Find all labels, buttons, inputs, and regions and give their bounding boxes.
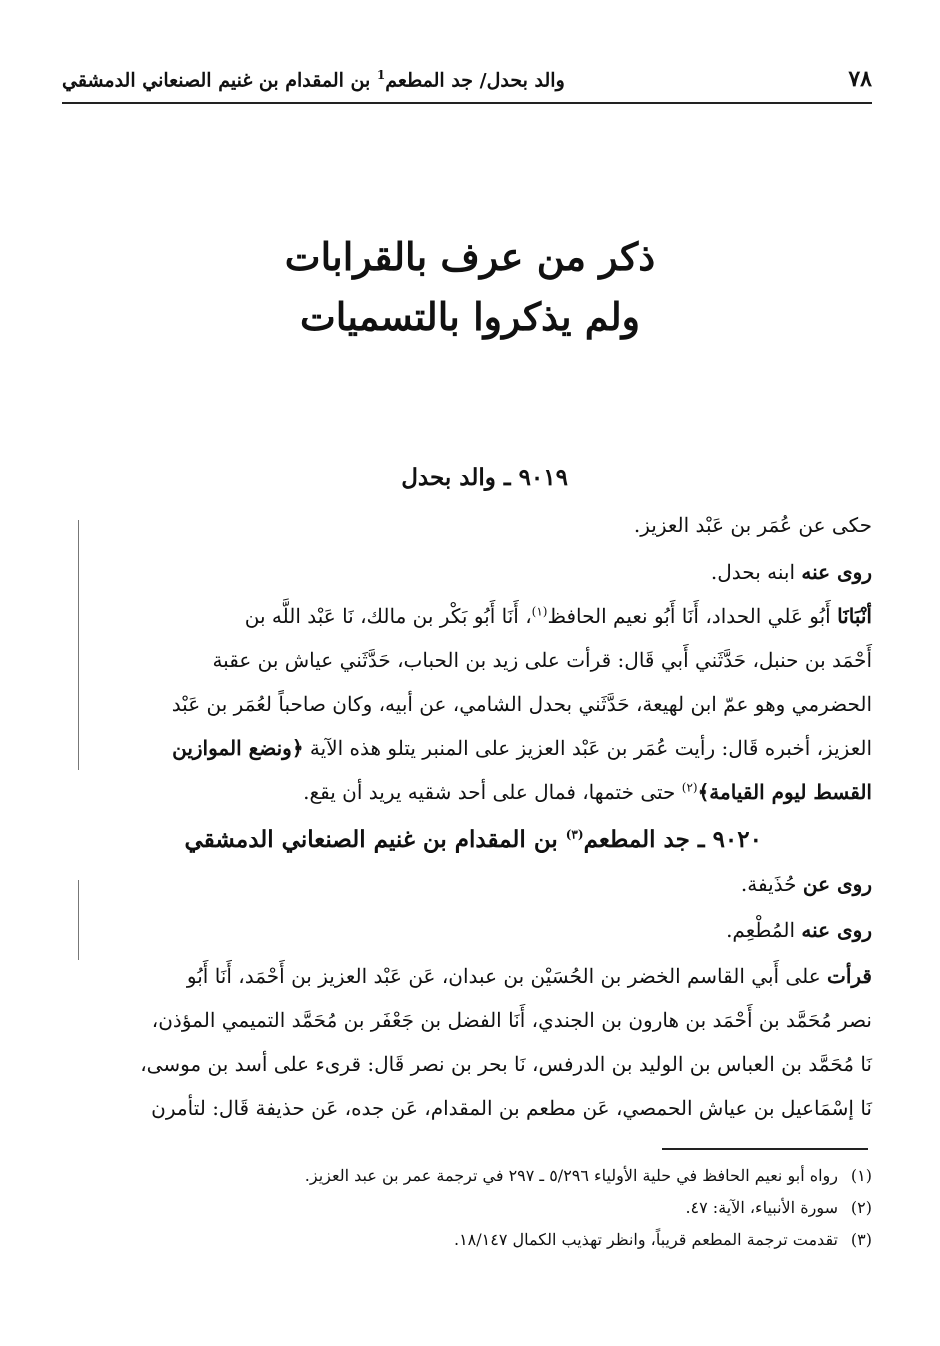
entry-9019-heading: ٩٠١٩ ـ والد بحدل [401,464,568,491]
para-text: أَبُو عَلي الحداد، أَنَا أَبُو نعيم الحافظ [547,604,838,628]
entry-9020-para-line1 [66,964,872,988]
footnote-number: (١) [850,1166,872,1185]
footnote-number: (٣) [850,1230,872,1249]
footnote-ref-1: (١) [531,604,548,619]
footnote-number: (٢) [850,1198,872,1217]
footnote-text: رواه أبو نعيم الحافظ في حلية الأولياء ٥/٢٩٦ ـ ٢٩٧ في ترجمة عمر بن عبد العزيز. [304,1166,838,1185]
isnad-label: قرأت [827,964,872,988]
footnote-text: تقدمت ترجمة المطعم قريباً، وانظر تهذيب الكمال ١٨/١٤٧. [453,1230,838,1249]
running-header [62,62,872,104]
entry-9019-para-line3: الحضرمي وهو عمّ ابن لهيعة، حَدَّثَني بحدل الشامي، عن أبيه، وكان صاحباً لعُمَر بن عَبْد [171,692,872,716]
footnote-ref-3: (٣) [565,827,584,842]
running-title-pre: والد بحدل/ جد المطعم [385,69,565,92]
footnote-separator [662,1148,868,1150]
entry-9019-para-line5 [66,780,872,804]
entry-9020-line2 [66,918,872,942]
heading-pre: ٩٠٢٠ ـ جد المطعم [583,826,762,853]
para-text: حتى ختمها، فمال على أحد شقيه يريد أن يقع. [303,780,682,804]
scan-margin-line [78,520,79,770]
entry-9020-para-line4: نَا إسْمَاعيل بن عياش الحمصي، عَن مطعم بن المقدام، عَن جده، عَن حذيفة قَال: لتأمرن [151,1096,872,1120]
quran-quote: القسط ليوم القيامة﴾ [697,780,872,804]
scan-margin-line [78,880,79,960]
footnote-3 [66,1230,872,1249]
entry-9019-para-line1 [66,604,872,628]
entry-9020-para-line2: نصر مُحَمَّد بن أَحْمَد بن هارون بن الجندي، أَنَا الفضل بن جَعْفَر بن مُحَمَّد التميمي المؤذن، [151,1008,872,1032]
narrated-from-him-label: روى عنه [801,918,872,942]
running-title [62,68,565,91]
para-text: العزيز، أخبره قَال: رأيت عُمَر بن عَبْد العزيز على المنبر يتلو هذه الآية [303,736,872,760]
entry-9019-para-line4 [66,736,872,760]
chapter-title-line1: ذكر من عرف بالقرابات [284,234,656,279]
narrated-from-him-text: ابنه بحدل. [710,560,802,584]
entry-9019-para-line2: أَحْمَد بن حنبل، حَدَّثَني أَبي قَال: قرأت على زيد بن الحباب، حَدَّثَني عياش بن عقبة [212,648,872,672]
para-text: على أَبي القاسم الخضر بن الحُسَيْن بن عبدان، عَن عَبْد العزيز بن أَحْمَد، أَنَا أَبُو [186,964,828,988]
entry-9020-heading [185,826,762,853]
chapter-title-line2: ولم يذكروا بالتسميات [299,294,641,339]
narrated-from-him-text: المُطْعِم. [726,918,802,942]
entry-9019-line2 [66,560,872,584]
running-title-footnote-mark: 1 [376,68,386,82]
narrated-from-label: روى عن [802,872,872,896]
footnote-text: سورة الأنبياء، الآية: ٤٧. [685,1198,838,1217]
entry-9020-para-line3: نَا مُحَمَّد بن العباس بن الوليد بن الدرفس، نَا بحر بن نصر قَال: قرىء على أسد بن موسى، [140,1052,872,1076]
heading-post: بن المقدام بن غنيم الصنعاني الدمشقي [184,826,566,853]
narrated-from-him-label: روى عنه [801,560,872,584]
isnad-label: أنْبَانَا [837,604,872,628]
entry-9020-line1 [66,872,872,896]
footnote-2 [66,1198,872,1217]
entry-9019-line1: حكى عن عُمَر بن عَبْد العزيز. [633,513,872,537]
footnote-1 [66,1166,872,1185]
para-text: ، أَنَا أَبُو بَكْر بن مالك، نَا عَبْد اللَّه بن [244,604,532,628]
running-title-post: بن المقدام بن غنيم الصنعاني الدمشقي [62,69,377,92]
footnote-ref-2: (٢) [681,780,698,795]
quran-quote: ﴿ونضع الموازين [172,736,304,760]
page-number: ٧٨ [848,66,872,92]
narrated-from-text: حُذَيفة. [740,872,803,896]
